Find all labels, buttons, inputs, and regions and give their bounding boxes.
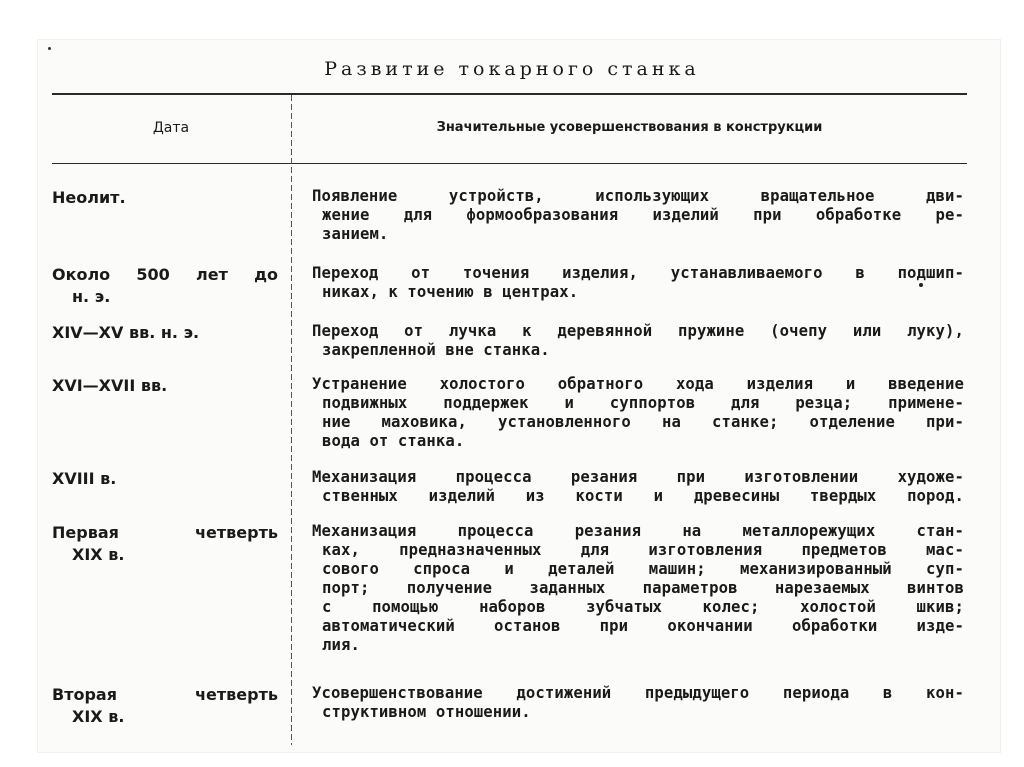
date-line: XVI—XVII вв. bbox=[52, 376, 168, 395]
desc-line: никах, к точению в центрах. bbox=[322, 283, 579, 301]
desc-line: Переход от лучка к деревянной пружине (очепу или луку), bbox=[312, 322, 964, 340]
row-date bbox=[52, 684, 278, 728]
row-description bbox=[312, 468, 964, 506]
top-rule bbox=[52, 93, 967, 95]
desc-line: занием. bbox=[322, 225, 389, 243]
header-rule bbox=[52, 163, 967, 164]
row-date bbox=[52, 187, 278, 209]
header-date: Дата bbox=[152, 120, 190, 136]
row-description bbox=[312, 522, 964, 655]
row-date bbox=[52, 522, 278, 566]
date-line: н. э. bbox=[72, 287, 111, 306]
row-description bbox=[312, 187, 964, 244]
desc-line: Усовершенствование достижений предыдущего периода в кон- bbox=[312, 684, 964, 702]
date-line: XIX в. bbox=[72, 707, 125, 726]
desc-line: ние маховика, установленного на станке; отделение при- bbox=[322, 413, 964, 431]
date-line: XIV—XV вв. н. э. bbox=[52, 323, 200, 342]
header-description: Значительные усовершенствования в конструкции bbox=[436, 120, 823, 135]
desc-line: автоматический останов при окончании обработки изде- bbox=[322, 617, 964, 635]
desc-line: Устранение холостого обратного хода изделия и введение bbox=[312, 375, 964, 393]
ink-dot bbox=[48, 47, 51, 50]
desc-line: Механизация процесса резания на металлорежущих стан- bbox=[312, 522, 964, 540]
table-title: Развитие токарного станка bbox=[324, 58, 700, 80]
desc-line: Механизация процесса резания при изготовлении художе- bbox=[312, 468, 964, 486]
row-date bbox=[52, 264, 278, 308]
desc-line: ках, предназначенных для изготовления предметов мас- bbox=[322, 541, 964, 559]
desc-line: вода от станка. bbox=[322, 432, 465, 450]
row-description bbox=[312, 322, 964, 360]
column-divider bbox=[291, 95, 292, 745]
row-description bbox=[312, 264, 964, 302]
row-description bbox=[312, 684, 964, 722]
row-date bbox=[52, 375, 278, 397]
date-line: Вторая четверть bbox=[52, 685, 278, 704]
ink-speck bbox=[919, 283, 923, 287]
date-line: Около 500 лет до bbox=[52, 265, 278, 284]
desc-line: структивном отношении. bbox=[322, 703, 531, 721]
row-date bbox=[52, 468, 278, 490]
desc-line: лия. bbox=[322, 636, 360, 654]
desc-line: подвижных поддержек и суппортов для резца; примене- bbox=[322, 394, 964, 412]
row-description bbox=[312, 375, 964, 451]
desc-line: с помощью наборов зубчатых колес; холостой шкив; bbox=[322, 598, 964, 616]
desc-line: ственных изделий из кости и древесины твердых пород. bbox=[322, 487, 964, 505]
desc-line: порт; получение заданных параметров нарезаемых винтов bbox=[322, 579, 964, 597]
desc-line: закрепленной вне станка. bbox=[322, 341, 550, 359]
desc-line: Переход от точения изделия, устанавливаемого в подшип- bbox=[312, 264, 964, 282]
row-date bbox=[52, 322, 278, 344]
desc-line: Появление устройств, использующих вращательное дви- bbox=[312, 187, 964, 205]
desc-line: жение для формообразования изделий при обработке ре- bbox=[322, 206, 964, 224]
date-line: XIX в. bbox=[72, 545, 125, 564]
date-line: Неолит. bbox=[52, 188, 126, 207]
date-line: XVIII в. bbox=[52, 469, 117, 488]
date-line: Первая четверть bbox=[52, 523, 278, 542]
desc-line: сового спроса и деталей машин; механизированный суп- bbox=[322, 560, 964, 578]
